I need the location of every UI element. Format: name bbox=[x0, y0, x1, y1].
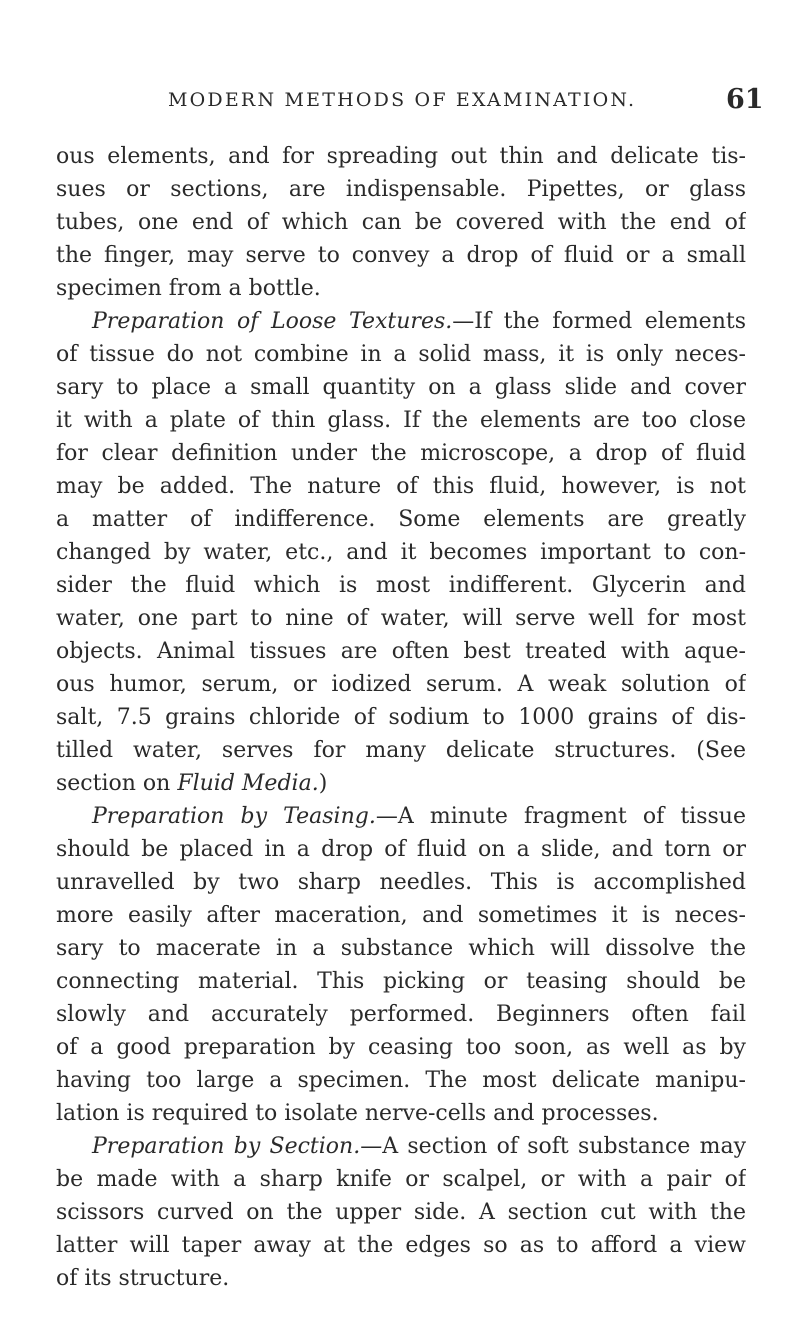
line-text: should be placed in a drop of fluid on a slide, and torn or bbox=[56, 837, 746, 862]
text-line bbox=[56, 668, 746, 701]
text-line bbox=[56, 1229, 746, 1262]
text-line bbox=[56, 1031, 746, 1064]
text-line bbox=[56, 239, 746, 272]
line-text: latter will taper away at the edges so as to afford a view bbox=[56, 1233, 746, 1258]
line-text: having too large a specimen. The most delicate manipu- bbox=[56, 1068, 746, 1093]
text-line bbox=[56, 800, 746, 833]
text-line bbox=[56, 536, 746, 569]
text-line bbox=[56, 965, 746, 998]
text-line bbox=[56, 272, 746, 305]
text-line bbox=[56, 833, 746, 866]
text-line bbox=[56, 371, 746, 404]
line-text: of its structure. bbox=[56, 1266, 230, 1291]
text-line bbox=[56, 602, 746, 635]
line-text: specimen from a bottle. bbox=[56, 276, 321, 301]
section-heading: Preparation by Section. bbox=[92, 1134, 361, 1159]
line-text: water, one part to nine of water, will serve well for most bbox=[56, 606, 746, 631]
line-text: more easily after maceration, and sometimes it is neces- bbox=[56, 903, 746, 928]
text-line bbox=[56, 470, 746, 503]
text-line bbox=[56, 866, 746, 899]
text-line bbox=[56, 1097, 746, 1130]
line-text: objects. Animal tissues are often best treated with aque- bbox=[56, 639, 746, 664]
line-text: salt, 7.5 grains chloride of sodium to 1000 grains of dis- bbox=[56, 705, 746, 730]
text-line bbox=[56, 437, 746, 470]
text-line bbox=[56, 140, 746, 173]
line-text: the finger, may serve to convey a drop of fluid or a small bbox=[56, 243, 746, 268]
text-line bbox=[56, 1262, 746, 1295]
page-number: 61 bbox=[726, 84, 764, 115]
text-line bbox=[56, 338, 746, 371]
line-text: slowly and accurately performed. Beginners often fail bbox=[56, 1002, 746, 1027]
line-text: —If the formed elements bbox=[452, 309, 746, 334]
text-line bbox=[56, 206, 746, 239]
running-title: MODERN METHODS OF EXAMINATION. bbox=[168, 89, 637, 111]
text-line bbox=[56, 1163, 746, 1196]
line-text: tilled water, serves for many delicate structures. (See bbox=[56, 738, 746, 763]
line-text: unravelled by two sharp needles. This is accomplished bbox=[56, 870, 746, 895]
line-text: —A section of soft substance may bbox=[360, 1134, 746, 1159]
line-text: ous humor, serum, or iodized serum. A weak solution of bbox=[56, 672, 746, 697]
text-line bbox=[56, 1130, 746, 1163]
text-line bbox=[56, 404, 746, 437]
line-text: section on bbox=[56, 771, 178, 796]
line-text: sues or sections, are indispensable. Pipettes, or glass bbox=[56, 177, 746, 202]
line-text: tubes, one end of which can be covered with the end of bbox=[56, 210, 746, 235]
text-line bbox=[56, 503, 746, 536]
line-text: be made with a sharp knife or scalpel, or with a pair of bbox=[56, 1167, 746, 1192]
text-line bbox=[56, 635, 746, 668]
line-text: a matter of indifference. Some elements are greatly bbox=[56, 507, 746, 532]
line-text: connecting material. This picking or teasing should be bbox=[56, 969, 746, 994]
text-line bbox=[56, 899, 746, 932]
line-text: sider the fluid which is most indifferent. Glycerin and bbox=[56, 573, 746, 598]
line-text: changed by water, etc., and it becomes important to con- bbox=[56, 540, 746, 565]
line-text: sary to macerate in a substance which will dissolve the bbox=[56, 936, 746, 961]
line-text: ous elements, and for spreading out thin and delicate tis- bbox=[56, 144, 746, 169]
cross-reference: Fluid Media. bbox=[177, 771, 319, 796]
section-heading: Preparation of Loose Textures. bbox=[92, 309, 453, 334]
text-line bbox=[56, 701, 746, 734]
line-text: lation is required to isolate nerve-cells and processes. bbox=[56, 1101, 659, 1126]
line-text: it with a plate of thin glass. If the elements are too close bbox=[56, 408, 746, 433]
text-line bbox=[56, 173, 746, 206]
text-line bbox=[56, 767, 746, 800]
text-line bbox=[56, 305, 746, 338]
line-tail: ) bbox=[318, 771, 328, 796]
line-text: —A minute fragment of tissue bbox=[375, 804, 746, 829]
text-line bbox=[56, 569, 746, 602]
line-text: of tissue do not combine in a solid mass, it is only neces- bbox=[56, 342, 746, 367]
text-line bbox=[56, 1064, 746, 1097]
text-line bbox=[56, 998, 746, 1031]
line-text: sary to place a small quantity on a glass slide and cover bbox=[56, 375, 746, 400]
text-line bbox=[56, 734, 746, 767]
section-heading: Preparation by Teasing. bbox=[92, 804, 376, 829]
text-line bbox=[56, 932, 746, 965]
text-line bbox=[56, 1196, 746, 1229]
line-text: of a good preparation by ceasing too soon, as well as by bbox=[56, 1035, 746, 1060]
line-text: for clear definition under the microscope, a drop of fluid bbox=[56, 441, 746, 466]
line-text: may be added. The nature of this fluid, however, is not bbox=[56, 474, 746, 499]
line-text: scissors curved on the upper side. A section cut with the bbox=[56, 1200, 746, 1225]
body-text bbox=[56, 140, 746, 1295]
